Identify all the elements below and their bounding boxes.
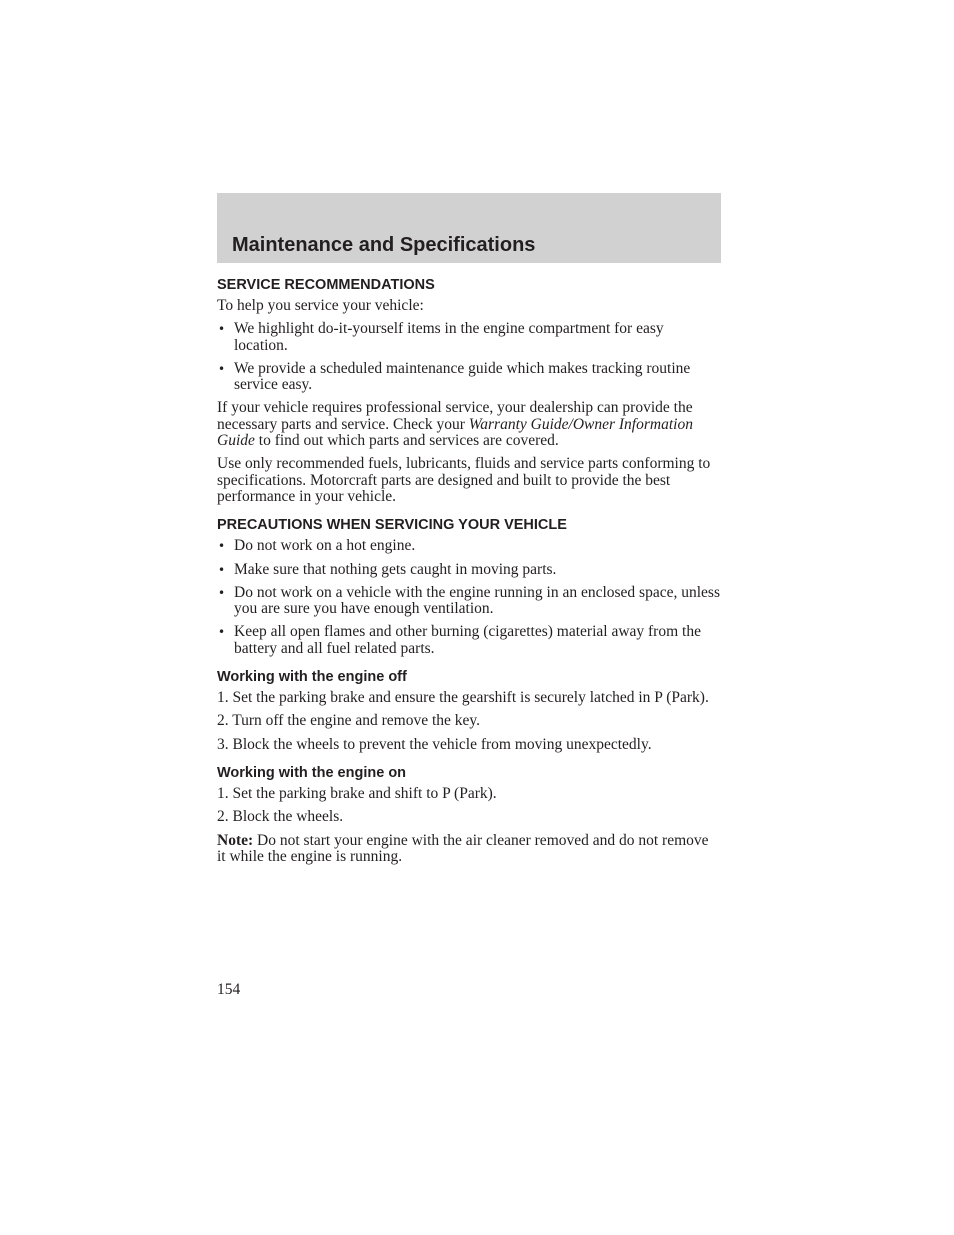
bullet-icon: • [218,625,226,640]
engine-off-step: 2. Turn off the engine and remove the key. [217,712,481,730]
list-item-text: Do not work on a vehicle with the engine running in an enclosed space, unless you are sure you have enough ventilation. [234,583,720,618]
professional-service-paragraph [217,400,721,449]
list-item [217,361,721,394]
engine-off-step: 1. Set the parking brake and ensure the gearshift is securely latched in P (Park). [217,689,709,707]
list-item [217,538,721,554]
paragraph-text: If your vehicle requires professional service, your dealership can provide the necessary parts and service. Check your [217,399,693,433]
engine-on-heading: Working with the engine on [217,764,407,781]
precautions-bullet-list [217,538,721,657]
service-intro: To help you service your vehicle: [217,297,424,314]
section-title: Maintenance and Specifications [232,234,536,256]
service-bullet-list [217,321,721,393]
section-header-band [217,193,721,263]
list-item-text: We provide a scheduled maintenance guide which makes tracking routine service easy. [234,359,691,394]
list-item-text: We highlight do-it-yourself items in the engine compartment for easy location. [234,320,664,354]
list-item [217,585,721,618]
note-text: Do not start your engine with the air cleaner removed and do not remove it while the engine is running. [217,831,709,865]
list-item [217,562,721,578]
list-item-text: Make sure that nothing gets caught in moving parts. [234,560,557,578]
list-item-text: Do not work on a hot engine. [234,537,416,555]
service-recommendations-heading: SERVICE RECOMMENDATIONS [217,277,435,293]
bullet-icon: • [218,562,226,577]
engine-on-step: 2. Block the wheels. [217,808,344,826]
note-paragraph [217,833,721,866]
note-label: Note: [217,831,254,849]
bullet-icon: • [218,322,226,337]
engine-off-step: 3. Block the wheels to prevent the vehicle from moving unexpectedly. [217,735,652,753]
bullet-icon: • [218,585,226,600]
page-number: 154 [217,981,241,998]
bullet-icon: • [218,361,226,376]
bullet-icon: • [218,539,226,554]
list-item [217,321,721,354]
engine-on-step: 1. Set the parking brake and shift to P (Park). [217,784,497,802]
engine-off-heading: Working with the engine off [217,669,407,686]
warranty-guide-reference: Warranty Guide/Owner Information Guide [217,415,693,450]
paragraph-text: to find out which parts and services are covered. [254,432,559,450]
list-item-text: Keep all open flames and other burning (cigarettes) material away from the battery and all fuel related parts. [234,623,701,657]
list-item [217,624,721,657]
recommended-parts-paragraph: Use only recommended fuels, lubricants, fluids and service parts conforming to specifications. Motorcraft parts are designed and built to provide the best performance in your vehicle. [217,455,711,505]
page-content [217,276,721,872]
precautions-heading: PRECAUTIONS WHEN SERVICING YOUR VEHICLE [217,517,567,534]
